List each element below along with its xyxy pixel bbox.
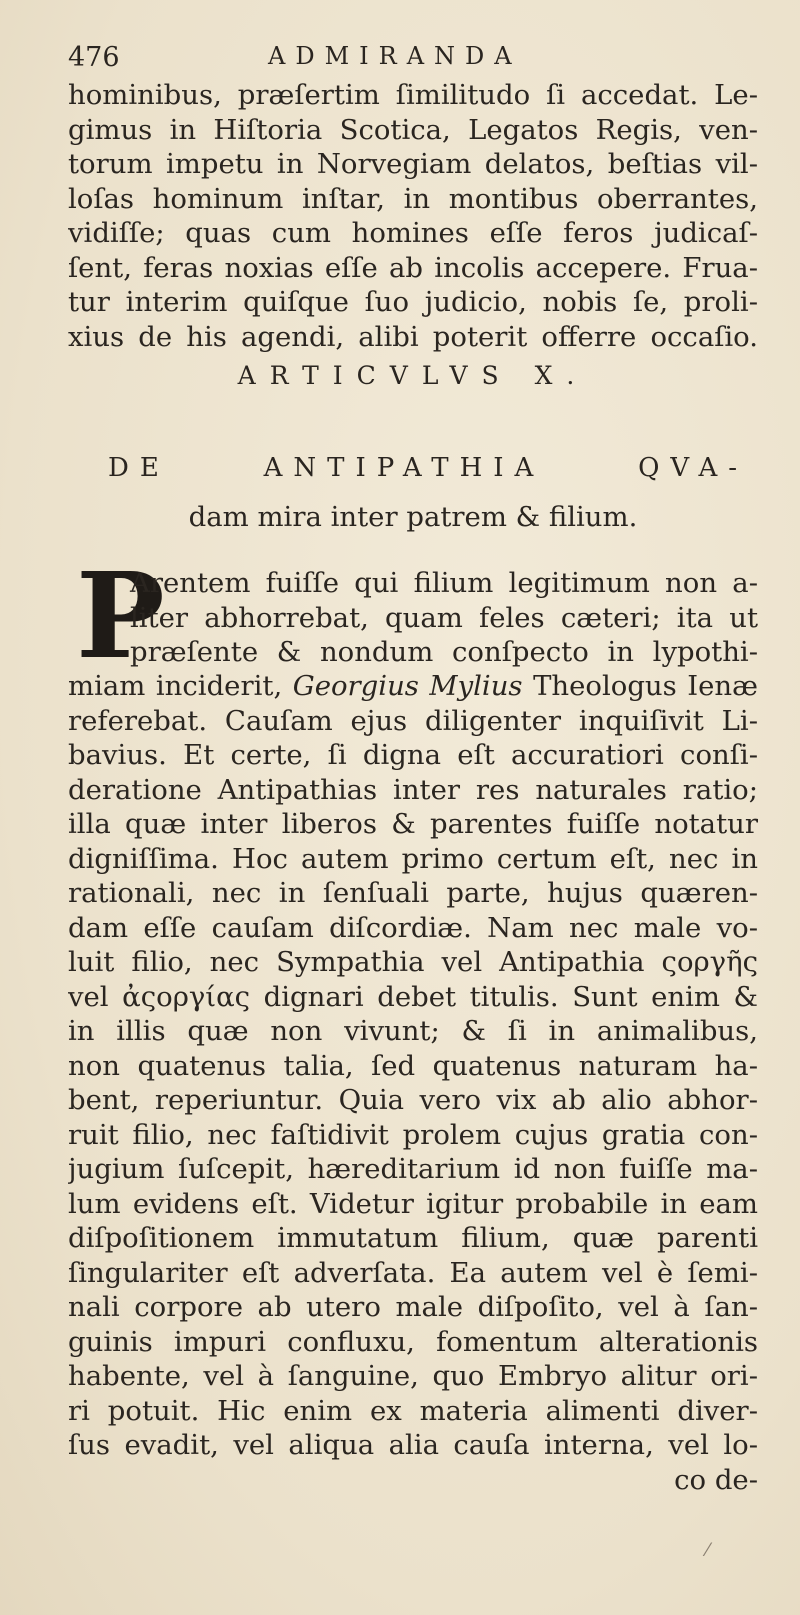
paragraph-main — [68, 669, 758, 1497]
text-fragment: miam inciderit, — [68, 670, 293, 702]
text-line: guinis impuri confluxu, fomentum alterationis — [68, 1325, 758, 1358]
text-line: bavius. Et certe, ſi digna eſt accuratiori conſi- — [68, 739, 758, 771]
text-line: nali corpore ab utero male diſpoſito, vel à ſan- — [68, 1291, 758, 1323]
author-name: Georgius Mylius — [292, 670, 523, 702]
text-line: liter abhorrebat, quam feles cæteri; ita ut — [130, 601, 758, 634]
text-line: vel ἀςοργίας dignari debet titulis. Sunt enim & — [68, 980, 758, 1013]
article-label: ARTICVLVS X. — [237, 361, 589, 390]
text-line: illa quæ inter liberos & parentes fuiſſe notatur — [68, 808, 758, 840]
text-line: ſent, feras noxias eſſe ab incolis accepere. Frua- — [68, 251, 758, 284]
text-line: non quatenus talia, ſed quatenus naturam ha- — [68, 1049, 758, 1082]
text-line: jugium ſuſcepit, hæreditarium id non fuiſſe ma- — [68, 1153, 758, 1185]
text-line: rationali, nec in ſenſuali parte, hujus quæren- — [68, 877, 758, 909]
drop-capital: P — [76, 546, 165, 685]
text-fragment: Theologus Ienæ — [522, 670, 758, 702]
paragraph-dropcap-lines — [68, 546, 758, 685]
text-line: tur interim quiſque ſuo judicio, nobis ſe, proli- — [68, 286, 758, 318]
catchword: co de- — [674, 1463, 758, 1496]
text-line — [68, 669, 758, 704]
text-line: bent, reperiuntur. Quia vero vix ab alio abhor- — [68, 1084, 758, 1116]
text-line: referebat. Cauſam ejus diligenter inquiſivit Li- — [68, 704, 758, 737]
paragraph-top — [68, 78, 758, 354]
article-subtitle: dam mira inter patrem & filium. — [188, 501, 638, 533]
text-line: in illis quæ non vivunt; & ſi in animalibus, — [68, 1015, 758, 1047]
text-line: ſus evadit, vel aliqua alia cauſa interna, vel lo- — [68, 1429, 758, 1461]
text-line: loſas hominum inſtar, in montibus oberrantes, — [68, 182, 758, 215]
text-line: præſente & nondum conſpecto in lypothi- — [130, 636, 758, 668]
running-title: ADMIRANDA — [268, 42, 522, 70]
text-line: xius de his agendi, alibi poterit offerre occaſio. — [68, 320, 758, 353]
text-line: ſingulariter eſt adverſata. Ea autem vel è ſemi- — [68, 1256, 758, 1289]
text-line: habente, vel à ſanguine, quo Embryo alitur ori- — [68, 1360, 758, 1392]
page-number: 476 — [68, 42, 120, 73]
text-line: Arentem fuiſſe qui filium legitimum non a- — [130, 567, 758, 599]
text-line: digniſſima. Hoc autem primo certum eſt, nec in — [68, 842, 758, 875]
text-line: dam eſſe cauſam diſcordiæ. Nam nec male vo- — [68, 911, 758, 944]
article-title: DE ANTIPATHIA QVA- — [108, 453, 748, 483]
text-line: deratione Antipathias inter res naturales ratio; — [68, 773, 758, 806]
text-line: gimus in Hiſtoria Scotica, Legatos Regis, ven- — [68, 113, 758, 146]
text-line: vidiſſe; quas cum homines eſſe feros judicaſ- — [68, 217, 758, 249]
text-line: ruit filio, nec faſtidivit prolem cujus gratia con- — [68, 1118, 758, 1151]
text-line: hominibus, præſertim ſimilitudo ſi accedat. Le- — [68, 79, 758, 111]
text-line: ri potuit. Hic enim ex materia alimenti diver- — [68, 1394, 758, 1427]
running-head — [68, 42, 748, 78]
text-line: lum evidens eſt. Videtur igitur probabile in eam — [68, 1187, 758, 1220]
text-line: diſpoſitionem immutatum filium, quæ parenti — [68, 1222, 758, 1254]
pencil-mark-icon: ⁄ — [706, 1540, 710, 1561]
text-line: luit filio, nec Sympathia vel Antipathia ςοργῆς — [68, 946, 758, 978]
text-line: torum impetu in Norvegiam delatos, beſtias vil- — [68, 148, 758, 180]
